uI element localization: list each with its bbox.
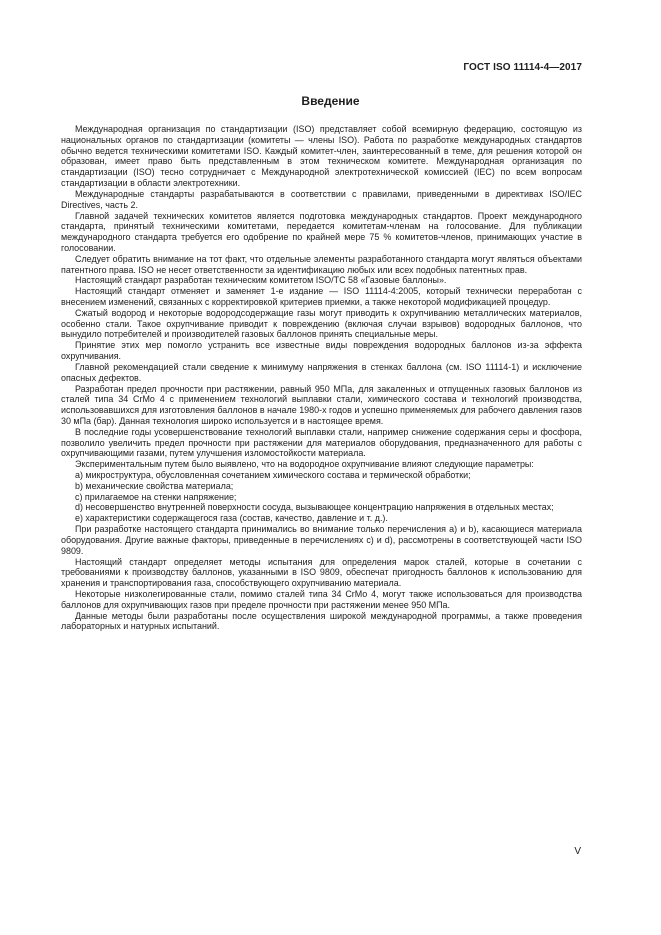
paragraph: Главной рекомендацией стали сведение к минимуму напряжения в стенках баллона (см. ISO 11114-1) и исключение опасных дефектов. [61, 361, 582, 383]
paragraph: Настоящий стандарт разработан техническим комитетом ISO/TC 58 «Газовые баллоны». [75, 275, 447, 286]
body-text [61, 124, 582, 632]
paragraph: Международные стандарты разрабатываются в соответствии с правилами, приведенными в директивах ISO/IEC Directives, часть 2. [61, 188, 582, 210]
paragraph: Экспериментальным путем было выявлено, что на водородное охрупчивание влияют следующие параметры: [75, 459, 534, 470]
list-item: d) несовершенство внутренней поверхности сосуда, вызывающее концентрацию напряжения в отдельных местах; [75, 502, 554, 513]
list-item: e) характеристики содержащегося газа (состав, качество, давление и т. д.). [75, 513, 388, 524]
paragraph: При разработке настоящего стандарта принимались во внимание только перечисления а) и b), касающиеся материала оборудования. Другие важные факторы, приведенные в перечислениях с) и d), рассмотрены в соответствующей части ISO 9809. [61, 524, 582, 556]
paragraph: Некоторые низколегированные стали, помимо сталей типа 34 CrMo 4, могут также использоваться для производства баллонов для охрупчивающих газов при пределе прочности при растяжении менее 950 МПа. [61, 588, 582, 610]
paragraph: Разработан предел прочности при растяжении, равный 950 МПа, для закаленных и отпущенных газовых баллонов из сталей типа 34 CrMo 4 с применением технологий выплавки стали, химического состава и технологий производства, использовавшихся для изготовления баллонов в начале 1980-х годов и успешно применяемых для рабочего давления газов 30 мПа (бар). Данная технология широко используется и в настоящее время. [61, 383, 582, 426]
page-number: V [574, 846, 581, 857]
list-item: b) механические свойства материала; [75, 480, 234, 491]
paragraph: Международная организация по стандартизации (ISO) представляет собой всемирную федерацию, состоящую из национальных органов по стандартизации (комитеты — члены ISO). Работа по разработке международных стандартов обычно ведется техническими комитетами ISO. Каждый комитет-член, заинтересованный в теме, для решения которой он образован, имеет право быть представленным в этом техническом комитете. Международная организация по стандартизации (ISO) тесно сотрудничает с Международной электротехнической комиссией (IEC) по всем вопросам стандартизации в области электротехники. [61, 124, 582, 189]
paragraph: Данные методы были разработаны после осуществления широкой международной программы, а также проведения лабораторных и натурных испытаний. [61, 610, 582, 632]
paragraph: Настоящий стандарт отменяет и заменяет 1-е издание — ISO 11114-4:2005, который технически переработан с внесением изменений, связанных с корректировкой критериев приемки, а также некоторой модификацией процедур. [61, 286, 582, 307]
paragraph: Принятие этих мер помогло устранить все известные виды повреждения водородных баллонов из-за эффекта охрупчивания. [61, 340, 582, 362]
list-item: a) микроструктура, обусловленная сочетанием химического состава и термической обработки; [75, 470, 471, 480]
section-title: Введение [301, 94, 360, 108]
paragraph: Настоящий стандарт определяет методы испытания для определения марок сталей, которые в сочетании с требованиями к производству баллонов, указанными в ISO 9809, обеспечат пригодность баллонов к использованию для хранения и транспортирования газа, способствующего охрупчиванию материала. [61, 556, 582, 589]
paragraph: Главной задачей технических комитетов является подготовка международных стандартов. Проект международного стандарта, принятый техническими комитетами, передается комитетам-членам на голосование. Для публикации международного стандарта требуется его одобрение по крайней мере 75 % комитетов-членов, принимающих участие в голосовании. [61, 210, 582, 253]
paragraph: В последние годы усовершенствование технологий выплавки стали, например снижение содержания серы и фосфора, позволило увеличить предел прочности при растяжении для материалов оборудования, предназначенного для работы с охрупчивающими газами, путем улучшения изломостойкости материала. [61, 426, 582, 459]
paragraph: Сжатый водород и некоторые водородсодержащие газы могут приводить к охрупчиванию металлических материалов, особенно стали. Такое охрупчивание приводит к повреждению (включая случаи взрывов) водородных баллонов, что вынудило потребителей и производителей газовых баллонов принять специальные меры. [61, 307, 582, 340]
list-item: c) прилагаемое на стенки напряжение; [75, 491, 237, 502]
document-code-header: ГОСТ ISO 11114-4—2017 [463, 62, 582, 73]
paragraph: Следует обратить внимание на тот факт, что отдельные элементы разработанного стандарта могут являться объектами патентного права. ISO не несет ответственности за идентификацию любых или всех подобных патентных прав. [61, 253, 582, 275]
